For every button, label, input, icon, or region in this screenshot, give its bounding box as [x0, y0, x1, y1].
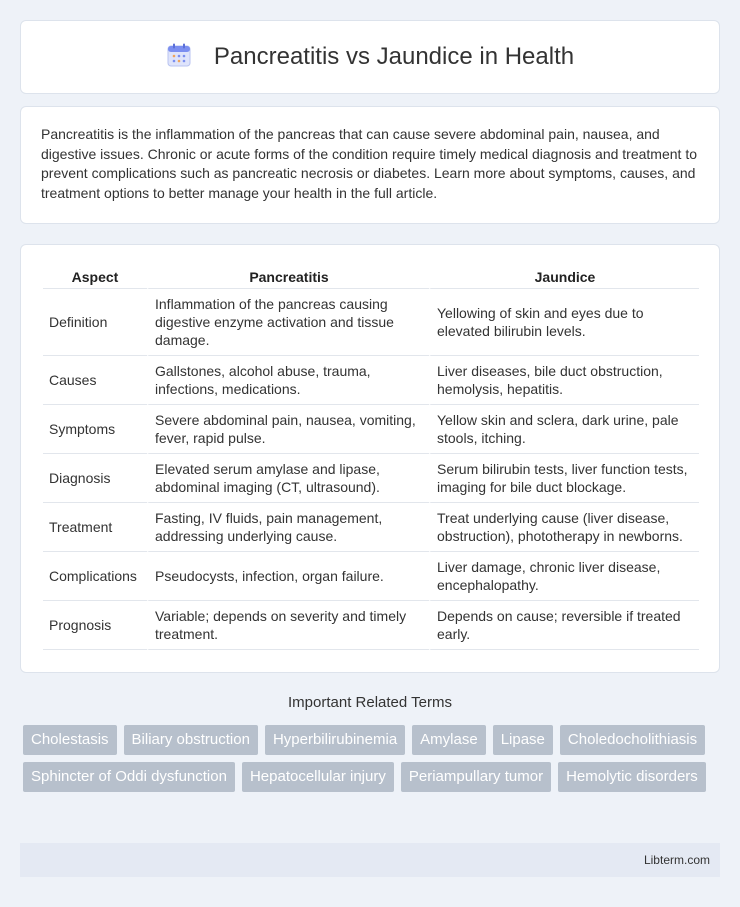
row-aspect: Definition [43, 289, 147, 356]
table-row [43, 405, 699, 454]
row-jaundice: Treat underlying cause (liver disease, obstruction), phototherapy in newborns. [429, 503, 699, 552]
term-tag[interactable]: Cholestasis [23, 725, 117, 755]
title-wrap [166, 42, 574, 73]
row-pancreatitis: Pseudocysts, infection, organ failure. [147, 552, 429, 601]
row-pancreatitis: Severe abdominal pain, nausea, vomiting, fever, rapid pulse. [147, 405, 429, 454]
term-tag[interactable]: Periampullary tumor [401, 762, 551, 792]
intro-text: Pancreatitis is the inflammation of the pancreas that can cause severe abdominal pain, nausea, and digestive issues. Chronic or acute forms of the condition require timely medical diagnosis and treatment to prevent complications such as pancreatic necrosis or diabetes. Learn more about symptoms, causes, and treatment options to better manage your health in the full article. [41, 126, 697, 201]
row-aspect: Treatment [43, 503, 147, 552]
term-tag[interactable]: Hyperbilirubinemia [265, 725, 405, 755]
intro-card [20, 106, 720, 224]
comparison-table [43, 265, 699, 650]
related-terms-list [23, 725, 723, 792]
term-tag[interactable]: Hepatocellular injury [242, 762, 394, 792]
row-jaundice: Yellowing of skin and eyes due to elevated bilirubin levels. [429, 289, 699, 356]
term-tag[interactable]: Hemolytic disorders [558, 762, 706, 792]
header-pancreatitis: Pancreatitis [147, 265, 429, 289]
row-jaundice: Serum bilirubin tests, liver function tests, imaging for bile duct blockage. [429, 454, 699, 503]
comparison-table-card [20, 244, 720, 673]
term-tag[interactable]: Choledocholithiasis [560, 725, 705, 755]
page-title: Pancreatitis vs Jaundice in Health [213, 43, 575, 70]
table-row [43, 454, 699, 503]
row-aspect: Prognosis [43, 601, 147, 650]
related-terms-title: Important Related Terms [288, 694, 452, 711]
footer [20, 843, 720, 877]
row-aspect: Symptoms [43, 405, 147, 454]
footer-brand-link[interactable]: Libterm.com [643, 853, 710, 867]
row-jaundice: Depends on cause; reversible if treated early. [429, 601, 699, 650]
row-aspect: Causes [43, 356, 147, 405]
row-aspect: Diagnosis [43, 454, 147, 503]
row-jaundice: Liver diseases, bile duct obstruction, hemolysis, hepatitis. [429, 356, 699, 405]
header-card [20, 20, 720, 94]
term-tag[interactable]: Sphincter of Oddi dysfunction [23, 762, 235, 792]
table-row [43, 601, 699, 650]
term-tag[interactable]: Amylase [412, 725, 486, 755]
header-jaundice: Jaundice [429, 265, 699, 289]
table-row [43, 552, 699, 601]
table-row [43, 356, 699, 405]
row-pancreatitis: Inflammation of the pancreas causing digestive enzyme activation and tissue damage. [147, 289, 429, 356]
row-pancreatitis: Gallstones, alcohol abuse, trauma, infections, medications. [147, 356, 429, 405]
table-row [43, 503, 699, 552]
term-tag[interactable]: Biliary obstruction [124, 725, 258, 755]
row-aspect: Complications [43, 552, 147, 601]
table-row [43, 289, 699, 356]
row-pancreatitis: Fasting, IV fluids, pain management, addressing underlying cause. [147, 503, 429, 552]
row-pancreatitis: Elevated serum amylase and lipase, abdominal imaging (CT, ultrasound). [147, 454, 429, 503]
row-pancreatitis: Variable; depends on severity and timely treatment. [147, 601, 429, 650]
row-jaundice: Liver damage, chronic liver disease, encephalopathy. [429, 552, 699, 601]
term-tag[interactable]: Lipase [493, 725, 553, 755]
calendar-icon [166, 42, 192, 73]
table-header-row [43, 265, 699, 289]
row-jaundice: Yellow skin and sclera, dark urine, pale stools, itching. [429, 405, 699, 454]
header-aspect: Aspect [43, 265, 147, 289]
